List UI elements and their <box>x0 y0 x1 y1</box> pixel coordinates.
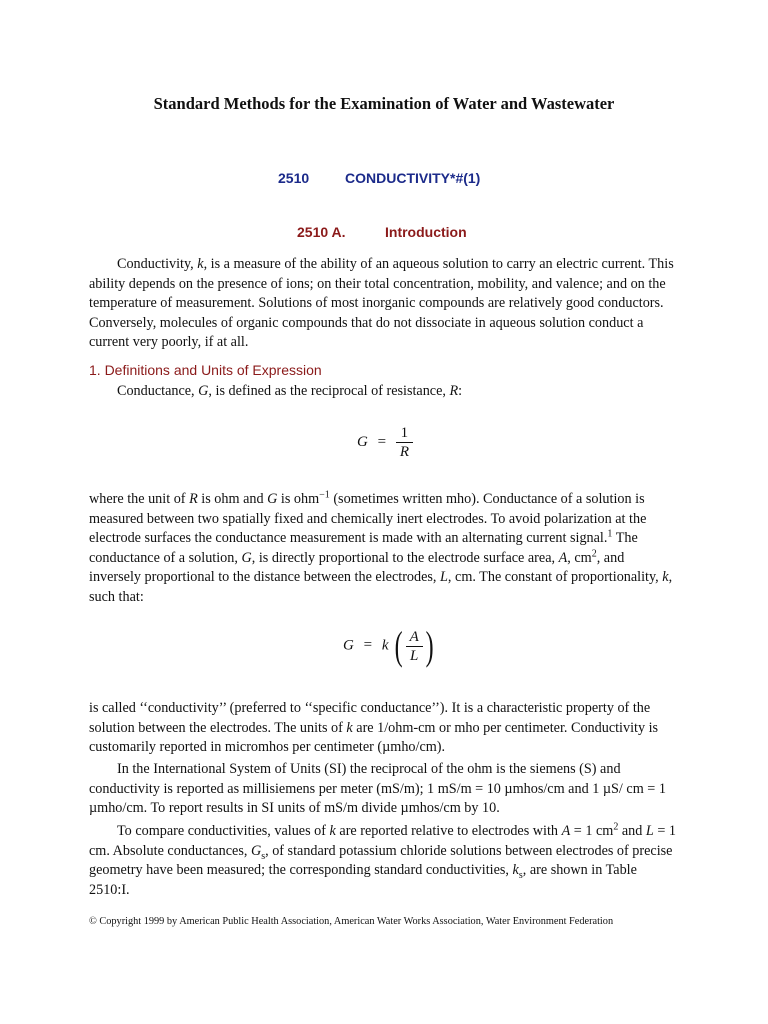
eq-fraction <box>406 628 423 665</box>
text-run: , is defined as the reciprocal of resistance, <box>208 383 450 399</box>
subsection-title: Introduction <box>385 224 467 240</box>
text-run: and <box>618 823 646 839</box>
symbol-k: k <box>662 569 669 586</box>
eq-denominator: R <box>399 444 409 460</box>
eq-equals: = <box>363 637 373 654</box>
superscript: 2 <box>613 821 619 833</box>
text-run: Conductivity, <box>117 256 198 272</box>
text-run: = 1 cm. Absolute conductances, <box>89 823 677 859</box>
symbol-G: G <box>198 383 209 399</box>
text-run: , is a measure of the ability of an aqueous solution to carry an electric current. This ability depends on the presence of ions; on their total concentration, mobility, and valence; and on the temperature of measurement. Solutions of most inorganic compounds are relatively good conductors. Conversely, molecules of organic compounds that do not dissociate in aqueous solution conduct a current very poorly, if at all. <box>89 256 674 351</box>
symbol-ks: k <box>512 862 519 879</box>
text-run: , is directly proportional to the electrode surface area, <box>251 549 559 566</box>
comparison-paragraph <box>89 822 679 900</box>
symbol-G: G <box>267 491 278 507</box>
section-title: CONDUCTIVITY*#(1) <box>345 170 481 186</box>
eq-numerator: A <box>406 628 423 647</box>
symbol-k: k <box>346 719 353 736</box>
text-run: = 1 cm <box>570 823 614 839</box>
eq-lhs: G <box>357 433 368 450</box>
symbol-L: L <box>645 823 654 839</box>
eq-equals: = <box>377 433 387 450</box>
text-run: The conductance of a solution, <box>89 530 638 566</box>
text-run: are 1/ohm-cm or mho per centimeter. Conductivity is customarily reported in micromhos per centimeter (µmho/cm). <box>89 719 659 756</box>
text-run: are reported relative to electrodes with <box>335 823 562 839</box>
subscript: s <box>261 850 266 862</box>
text-run: , of standard potassium chloride solutions between electrodes of precise geometry have been measured; the corresponding standard conductivities, <box>89 842 673 879</box>
subsection-number: 2510 A. <box>297 224 346 240</box>
symbol-G: G <box>241 549 252 566</box>
conductivity-paragraph <box>89 699 679 758</box>
text-run: , such that: <box>89 569 673 605</box>
symbol-k: k <box>197 256 204 272</box>
right-paren: ) <box>425 623 434 668</box>
text-run: : <box>458 383 463 399</box>
symbol-R: R <box>449 383 459 399</box>
symbol-R: R <box>189 491 198 507</box>
text-run: is ohm and <box>197 491 268 507</box>
eq-lhs: G <box>343 637 354 654</box>
text-run: Conductance, <box>117 383 199 399</box>
eq-numerator: 1 <box>396 424 413 443</box>
footnote-ref: 1 <box>607 528 613 540</box>
subscript: s <box>518 870 523 882</box>
section-number: 2510 <box>278 170 310 186</box>
equation-conductivity <box>343 623 436 668</box>
symbol-A: A <box>561 823 571 839</box>
text-run: , cm. The constant of proportionality, <box>447 569 663 586</box>
intro-paragraph <box>89 255 679 353</box>
text-run: is ohm <box>277 491 320 507</box>
eq-k: k <box>381 637 389 654</box>
text-run: , cm <box>567 549 592 566</box>
conductance-paragraph <box>89 490 679 608</box>
text-run: , are shown in Table 2510:I. <box>89 862 637 898</box>
text-run: is called ‘‘conductivity’’ (preferred to ‘‘specific conductance’’). It is a characteristic property of the solution between the electrodes. The units of <box>89 700 651 736</box>
equation-conductance <box>357 424 413 461</box>
text-run: To compare conductivities, values of <box>117 823 330 839</box>
symbol-k: k <box>329 823 336 839</box>
symbol-Gs: G <box>250 842 262 859</box>
superscript: −1 <box>319 489 330 501</box>
text-run: where the unit of <box>89 491 190 507</box>
definitions-heading: 1. Definitions and Units of Expression <box>89 362 322 378</box>
eq-denominator: L <box>409 647 419 664</box>
si-units-paragraph: In the International System of Units (SI) the reciprocal of the ohm is the siemens (S) and conductivity is reported as millisiemens per meter (mS/m); 1 mS/m = 10 µmhos/cm and 1 µS/ cm = 1 µmho/cm. To report results in SI units of mS/m divide µmhos/cm by 10. <box>89 761 666 817</box>
conductance-definition <box>89 382 679 402</box>
text-run: (sometimes written mho). Conductance of a solution is measured between two spatially fixed and chemically inert electrodes. To avoid polarization at the electrode surfaces the conductance measurement is made with an alternating current signal. <box>89 491 647 547</box>
superscript: 2 <box>591 548 597 560</box>
left-paren: ( <box>394 623 403 668</box>
symbol-L: L <box>440 569 448 586</box>
text-run: , and inversely proportional to the distance between the electrodes, <box>89 549 625 586</box>
document-title: Standard Methods for the Examination of Water and Wastewater <box>153 94 615 113</box>
eq-fraction <box>396 424 413 461</box>
copyright-footer: © Copyright 1999 by American Public Health Association, American Water Works Association, Water Environment Federation <box>89 916 614 927</box>
symbol-A: A <box>558 549 568 566</box>
